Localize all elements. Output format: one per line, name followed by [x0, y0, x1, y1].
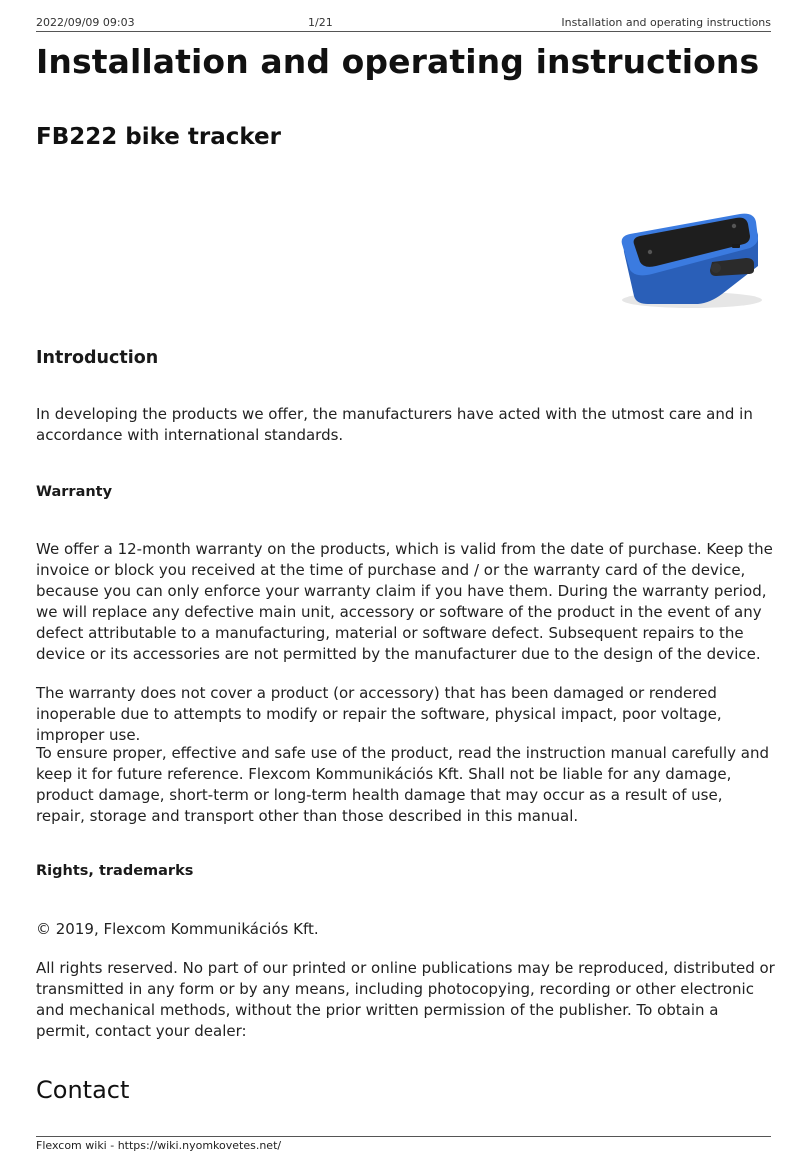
document-title: Installation and operating instructions — [36, 42, 760, 81]
product-image — [612, 200, 770, 315]
document-subtitle: FB222 bike tracker — [36, 124, 282, 150]
warranty-paragraph-3: To ensure proper, effective and safe use of the product, read the instruction manual carefully and keep it for future reference. Flexcom Kommunikációs Kft. Shall not be liable for any damage, product damage, short-term or long-term health damage that may occur as a result of use, repair, storage and transport other than those described in this manual. — [36, 744, 769, 825]
header-page-number: 1/21 — [308, 16, 333, 29]
introduction-paragraph: In developing the products we offer, the manufacturers have acted with the utmost care and in accordance with international standards. — [36, 405, 753, 444]
section-heading-introduction: Introduction — [36, 348, 159, 368]
header-title: Installation and operating instructions — [561, 16, 771, 29]
section-heading-contact: Contact — [36, 1076, 130, 1104]
warranty-paragraph-2: The warranty does not cover a product (or accessory) that has been damaged or rendered inoperable due to attempts to modify or repair the software, physical impact, poor voltage, improper use. — [36, 684, 722, 744]
header-rule-right — [254, 31, 771, 32]
copyright-line: © 2019, Flexcom Kommunikációs Kft. — [36, 920, 319, 938]
warranty-paragraph-1: We offer a 12-month warranty on the products, which is valid from the date of purchase. Keep the invoice or block you received at the time of purchase and / or the warranty card of the device, because you can only enforce your warranty claim if you have them. During the warranty period, we will replace any defective main unit, accessory or software of the product in the event of any defect attributable to a manufacturing, material or software defect. Subsequent repairs to the device or its accessories are not permitted by the manufacturer due to the design of the device. — [36, 540, 773, 663]
footer-rule — [36, 1136, 771, 1137]
rights-paragraph: All rights reserved. No part of our printed or online publications may be reproduced, distributed or transmitted in any form or by any means, including photocopying, recording or other electronic and mechanical methods, without the prior written permission of the publisher. To obtain a permit, contact your dealer: — [36, 959, 775, 1040]
section-heading-rights: Rights, trademarks — [36, 863, 194, 879]
section-heading-warranty: Warranty — [36, 484, 113, 500]
header-rule-left — [36, 31, 254, 32]
page-header — [36, 16, 771, 32]
footer-text: Flexcom wiki - https://wiki.nyomkovetes.net/ — [36, 1139, 282, 1152]
header-datetime: 2022/09/09 09:03 — [36, 16, 135, 29]
